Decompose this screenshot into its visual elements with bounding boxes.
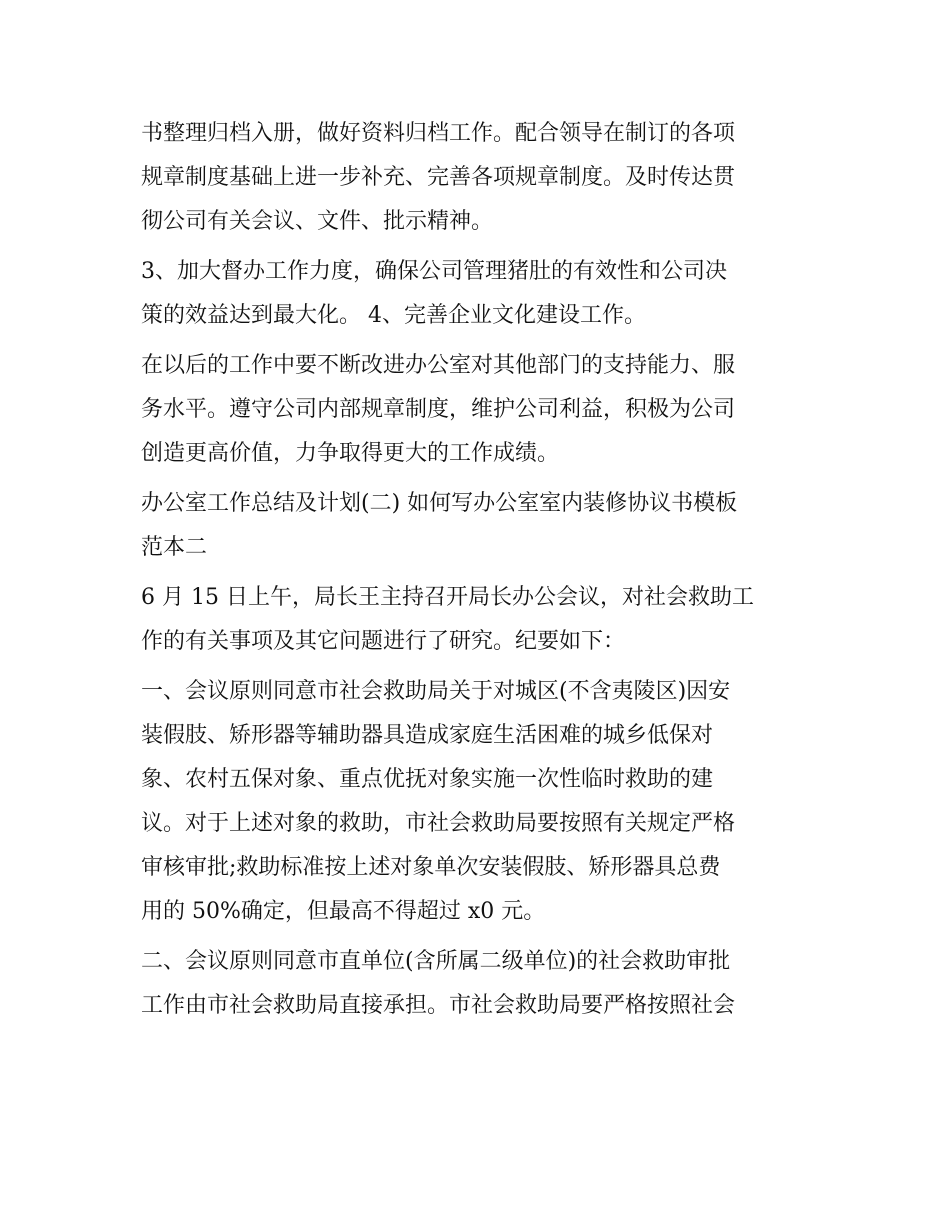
text-line: 规章制度基础上进一步补充、完善各项规章制度。及时传达贯	[141, 165, 736, 190]
text-line: 3、加大督办工作力度，确保公司管理猪肚的有效性和公司决	[141, 259, 727, 284]
text-line: 用的 50%确定，但最高不得超过 x0 元。	[141, 899, 546, 924]
text-line: 彻公司有关会议、文件、批示精神。	[141, 209, 494, 234]
text-line: 二、会议原则同意市直单位(含所属二级单位)的社会救助审批	[141, 949, 731, 974]
text-line: 工作由市社会救助局直接承担。市社会救助局要严格按照社会	[141, 993, 736, 1018]
text-line: 作的有关事项及其它问题进行了研究。纪要如下：	[141, 629, 626, 654]
document-body	[141, 112, 811, 1028]
text-line: 一、会议原则同意市社会救助局关于对城区(不含夷陵区)因安	[141, 679, 731, 704]
text-line: 装假肢、矫形器等辅助器具造成家庭生活困难的城乡低保对	[141, 723, 714, 748]
text-line: 审核审批;救助标准按上述对象单次安装假肢、矫形器具总费	[141, 855, 721, 880]
text-line: 书整理归档入册，做好资料归档工作。配合领导在制订的各项	[141, 121, 736, 146]
text-line: 议。对于上述对象的救助，市社会救助局要按照有关规定严格	[141, 811, 736, 836]
text-line: 象、农村五保对象、重点优抚对象实施一次性临时救助的建	[141, 767, 714, 792]
text-line: 策的效益达到最大化。 4、完善企业文化建设工作。	[141, 303, 646, 328]
text-line: 务水平。遵守公司内部规章制度，维护公司利益，积极为公司	[141, 397, 736, 422]
section-heading-line: 办公室工作总结及计划(二) 如何写办公室室内装修协议书模板	[141, 491, 738, 516]
text-line: 6 月 15 日上午，局长王主持召开局长办公会议，对社会救助工	[141, 585, 754, 610]
text-line: 创造更高价值，力争取得更大的工作成绩。	[141, 441, 560, 466]
text-line: 在以后的工作中要不断改进办公室对其他部门的支持能力、服	[141, 353, 736, 378]
section-heading-line: 范本二	[141, 535, 208, 560]
